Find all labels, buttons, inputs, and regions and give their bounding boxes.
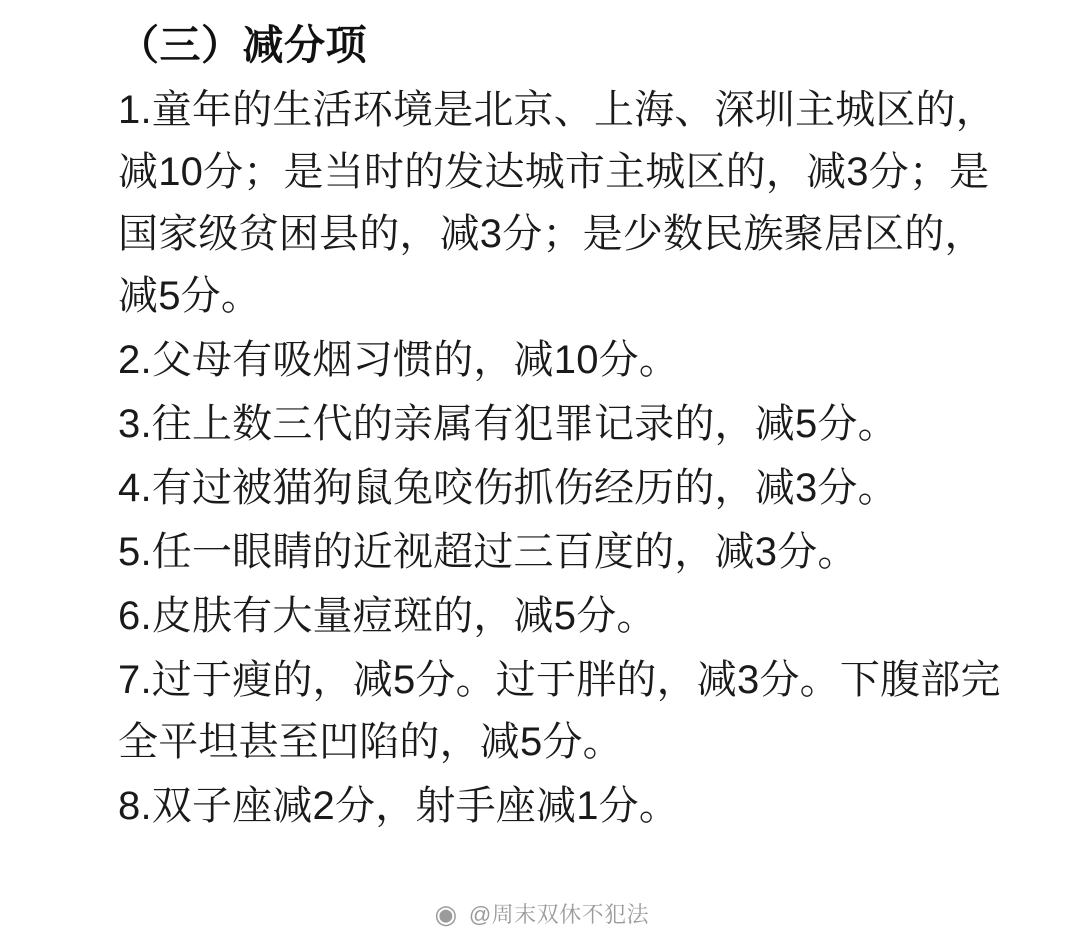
author-handle: @周末双休不犯法 bbox=[468, 902, 650, 927]
list-item: 4.有过被猫狗鼠兔咬伤抓伤经历的，减3分。 bbox=[118, 466, 898, 511]
list-item: 5.任一眼睛的近视超过三百度的，减3分。 bbox=[118, 530, 858, 575]
list-item: 3.往上数三代的亲属有犯罪记录的，减5分。 bbox=[118, 402, 898, 447]
page-title: （三）减分项 bbox=[118, 22, 367, 68]
list-item: 6.皮肤有大量痘斑的，减5分。 bbox=[118, 594, 657, 639]
footer-attribution bbox=[0, 898, 1080, 929]
list-item: 7.过于瘦的，减5分。过于胖的，减3分。下腹部完全平坦甚至凹陷的，减5分。 bbox=[118, 658, 1001, 765]
list-item: 8.双子座减2分，射手座减1分。 bbox=[118, 784, 680, 829]
list-item: 2.父母有吸烟习惯的，减10分。 bbox=[118, 338, 680, 383]
list-item: 1.童年的生活环境是北京、上海、深圳主城区的，减10分；是当时的发达城市主城区的，减3分；是国家级贫困县的，减3分；是少数民族聚居区的，减5分。 bbox=[118, 88, 996, 319]
weibo-icon: ◉ bbox=[434, 898, 458, 929]
